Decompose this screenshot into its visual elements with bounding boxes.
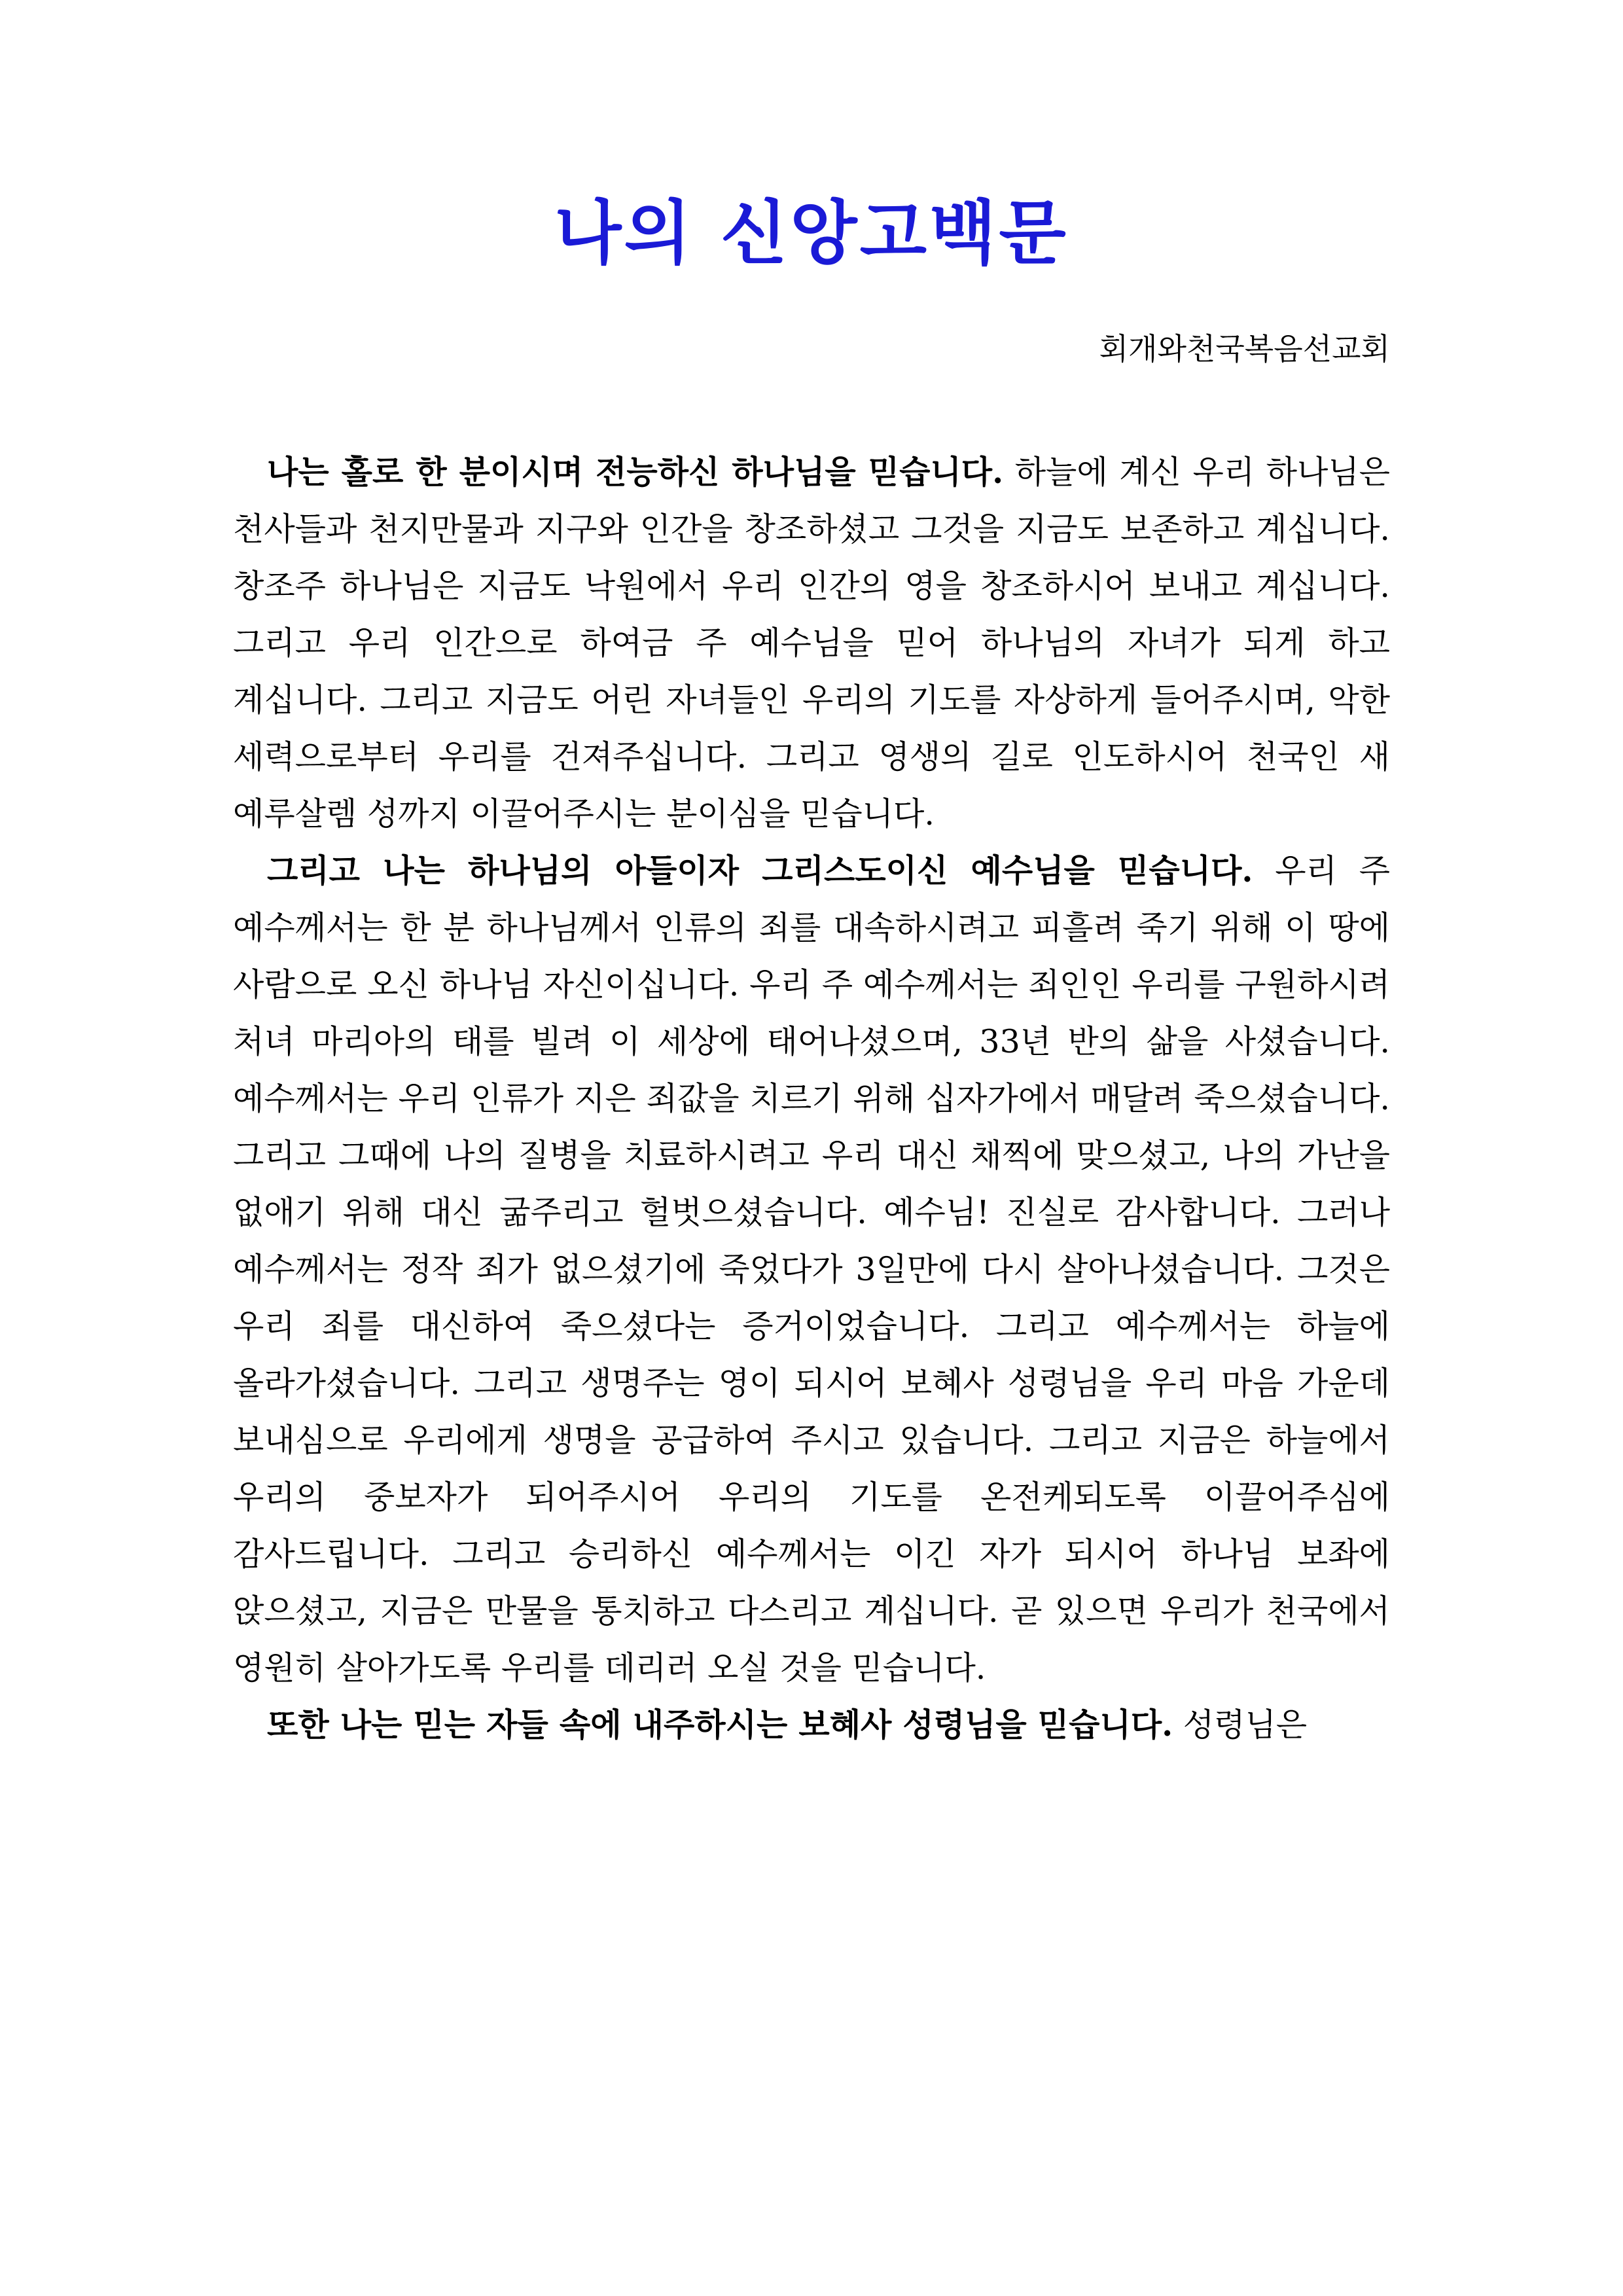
paragraph-holy-spirit xyxy=(233,1696,1390,1753)
paragraph-lead: 그리고 나는 하나님의 아들이자 그리스도이신 예수님을 믿습니다. xyxy=(267,852,1253,889)
organization-name: 회개와천국복음선교회 xyxy=(1099,331,1390,367)
paragraph-lead: 또한 나는 믿는 자들 속에 내주하시는 보혜사 성령님을 믿습니다. xyxy=(267,1706,1173,1744)
paragraph-text: 우리 주 예수께서는 한 분 하나님께서 인류의 죄를 대속하시려고 피흘려 죽기 위해 이 땅에 사람으로 오신 하나님 자신이십니다. 우리 주 예수께서는 죄인인 우리를 구원하시려 처녀 마리아의 태를 빌려 이 세상에 태어나셨으며, 33년 반의 삶을 사셨습니다. 예수께서는 우리 인류가 지은 죄값을 치르기 위해 십자가에서 매달려 죽으셨습니다. 그리고 그때에 나의 질병을 치료하시려고 우리 대신 채찍에 맞으셨고, 나의 가난을 없애기 위해 대신 굶주리고 헐벗으셨습니다. 예수님! 진실로 감사합니다. 그러나 예수께서는 정작 죄가 없으셨기에 죽었다가 3일만에 다시 살아나셨습니다. 그것은 우리 죄를 대신하여 죽으셨다는 증거이었습니다. 그리고 예수께서는 하늘에 올라가셨습니다. 그리고 생명주는 영이 되시어 보혜사 성령님을 우리 마음 가운데 보내심으로 우리에게 생명을 공급하여 주시고 있습니다. 그리고 지금은 하늘에서 우리의 중보자가 되어주시어 우리의 기도를 온전케되도록 이끌어주심에 감사드립니다. 그리고 승리하신 예수께서는 이긴 자가 되시어 하나님 보좌에 앉으셨고, 지금은 만물을 통치하고 다스리고 계십니다. 곧 있으면 우리가 천국에서 영원히 살아가도록 우리를 데리러 오실 것을 믿습니다. xyxy=(233,852,1391,1687)
paragraph-text: 하늘에 계신 우리 하나님은 천사들과 천지만물과 지구와 인간을 창조하셨고 그것을 지금도 보존하고 계십니다. 창조주 하나님은 지금도 낙원에서 우리 인간의 영을 창조하시어 보내고 계십니다. 그리고 우리 인간으로 하여금 주 예수님을 믿어 하나님의 자녀가 되게 하고 계십니다. 그리고 지금도 어린 자녀들인 우리의 기도를 자상하게 들어주시며, 악한 세력으로부터 우리를 건져주십니다. 그리고 영생의 길로 인도하시어 천국인 새 예루살렘 성까지 이끌어주시는 분이심을 믿습니다. xyxy=(233,454,1390,833)
paragraph-text: 성령님은 xyxy=(1173,1706,1308,1744)
paragraph-god xyxy=(233,444,1390,842)
page-title: 나의 신앙고백문 xyxy=(554,193,1069,274)
confession-body xyxy=(233,444,1390,1753)
paragraph-lead: 나는 홀로 한 분이시며 전능하신 하나님을 믿습니다. xyxy=(267,453,1004,491)
paragraph-jesus xyxy=(233,842,1390,1696)
